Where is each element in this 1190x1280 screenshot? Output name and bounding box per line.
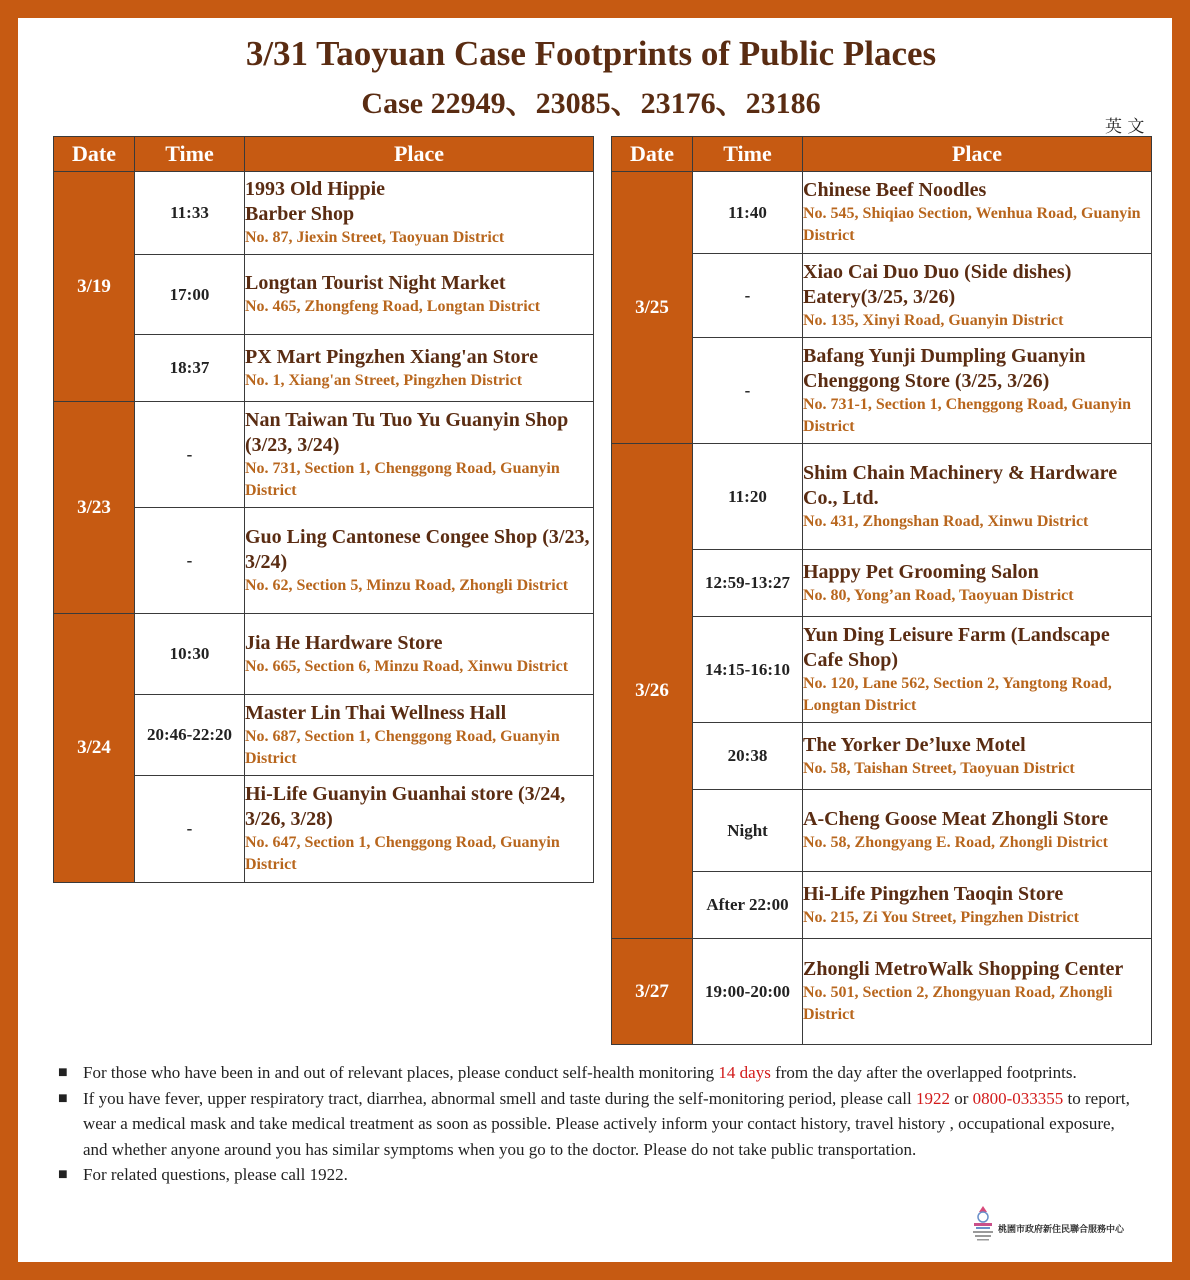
- place-address: No. 58, Zhongyang E. Road, Zhongli District: [803, 834, 1108, 851]
- date-cell: 3/26: [612, 444, 693, 939]
- place-cell: [245, 172, 594, 255]
- place-cell: [803, 550, 1152, 617]
- place-cell: [803, 254, 1152, 338]
- time-cell: -: [135, 402, 245, 508]
- place-cell: [245, 255, 594, 335]
- time-cell: 11:33: [135, 172, 245, 255]
- place-address: No. 501, Section 2, Zhongyuan Road, Zhongli District: [803, 984, 1113, 1023]
- table-row: [612, 444, 1152, 550]
- place-cell: [245, 402, 594, 508]
- place-address: No. 731-1, Section 1, Chenggong Road, Guanyin District: [803, 395, 1132, 435]
- date-cell: 3/19: [54, 172, 135, 402]
- place-cell: [245, 614, 594, 695]
- place-name: Guo Ling Cantonese Congee Shop (3/23, 3/24): [245, 525, 590, 573]
- place-address: No. 687, Section 1, Chenggong Road, Guanyin District: [245, 727, 560, 767]
- place-name: Yun Ding Leisure Farm (Landscape Cafe Shop): [803, 623, 1110, 671]
- date-cell: 3/23: [54, 402, 135, 614]
- place-cell: [803, 790, 1152, 872]
- time-cell: 12:59-13:27: [693, 550, 803, 617]
- place-cell: [245, 335, 594, 402]
- service-center-logo-icon: [968, 1204, 998, 1244]
- footprint-table-left: [53, 136, 594, 883]
- notes: [58, 1060, 1140, 1188]
- place-name: Bafang Yunji Dumpling Guanyin Chenggong Store (3/25, 3/26): [803, 344, 1086, 392]
- time-cell: 17:00: [135, 255, 245, 335]
- place-address: No. 545, Shiqiao Section, Wenhua Road, Guanyin District: [803, 205, 1141, 244]
- place-name: Happy Pet Grooming Salon: [803, 560, 1039, 583]
- bullet-icon: ■: [58, 1089, 68, 1107]
- place-address: No. 215, Zi You Street, Pingzhen District: [803, 908, 1079, 926]
- time-cell: 11:20: [693, 444, 803, 550]
- date-header: Date: [54, 137, 135, 172]
- place-header: Place: [803, 137, 1152, 172]
- place-address: No. 80, Yong’an Road, Taoyuan District: [803, 586, 1074, 604]
- time-cell: Night: [693, 790, 803, 872]
- table-row: [612, 254, 1152, 338]
- time-cell: 10:30: [135, 614, 245, 695]
- place-cell: [803, 617, 1152, 723]
- time-cell: -: [135, 508, 245, 614]
- place-name: Xiao Cai Duo Duo (Side dishes) Eatery(3/25, 3/26): [803, 260, 1072, 308]
- place-header: Place: [245, 137, 594, 172]
- place-address: No. 120, Lane 562, Section 2, Yangtong Road, Longtan District: [803, 674, 1112, 714]
- place-address: No. 731, Section 1, Chenggong Road, Guanyin District: [245, 459, 560, 499]
- page-title: 3/31 Taoyuan Case Footprints of Public Places: [245, 34, 937, 73]
- time-header: Time: [135, 137, 245, 172]
- language-label: 英 文: [1105, 117, 1145, 137]
- time-cell: -: [693, 254, 803, 338]
- place-cell: [803, 872, 1152, 939]
- table-row: [612, 550, 1152, 617]
- highlight-days: 14 days: [718, 1063, 771, 1082]
- organization-name: 桃園市政府新住民聯合服務中心: [998, 1225, 1125, 1235]
- time-cell: 19:00-20:00: [693, 939, 803, 1045]
- time-header: Time: [693, 137, 803, 172]
- table-row: [54, 776, 594, 883]
- place-name: A-Cheng Goose Meat Zhongli Store: [803, 808, 1109, 830]
- date-cell: 3/24: [54, 614, 135, 883]
- hotline-1922: 1922: [915, 1088, 950, 1108]
- note-questions: ■ For related questions, please call 1922.: [58, 1162, 1140, 1188]
- place-address: No. 135, Xinyi Road, Guanyin District: [803, 311, 1064, 329]
- place-address: No. 87, Jiexin Street, Taoyuan District: [245, 229, 505, 246]
- date-header: Date: [612, 137, 693, 172]
- table-row: [54, 614, 594, 695]
- place-name: Longtan Tourist Night Market: [245, 272, 506, 294]
- date-cell: 3/27: [612, 939, 693, 1045]
- place-cell: [803, 444, 1152, 550]
- place-cell: [245, 776, 594, 883]
- time-cell: -: [135, 776, 245, 883]
- place-name: Chinese Beef Noodles: [803, 179, 987, 201]
- time-cell: -: [693, 338, 803, 444]
- place-cell: [803, 338, 1152, 444]
- place-cell: [803, 723, 1152, 790]
- place-cell: [245, 508, 594, 614]
- table-row: [612, 617, 1152, 723]
- bullet-icon: ■: [58, 1166, 68, 1183]
- place-address: No. 431, Zhongshan Road, Xinwu District: [803, 512, 1089, 530]
- table-row: [612, 939, 1152, 1045]
- note-symptoms: ■ If you have fever, upper respiratory tract, diarrhea, abnormal smell and taste during the self-monitoring period, please call 1922 or 0800-033355 to report, wear a medical mask and take medical treatment as soon as possible. Please actively inform your contact history, travel history , occupational exposure, and whether anyone around you has similar symptoms when you go to the doctor. Please do not take public transportation.: [58, 1086, 1140, 1163]
- table-row: [612, 790, 1152, 872]
- place-name: Zhongli MetroWalk Shopping Center: [803, 958, 1124, 980]
- time-cell: 20:46-22:20: [135, 695, 245, 776]
- table-row: [54, 255, 594, 335]
- hotline-0800: 0800-033355: [972, 1088, 1064, 1108]
- time-cell: 14:15-16:10: [693, 617, 803, 723]
- place-name: The Yorker De’luxe Motel: [803, 733, 1026, 756]
- place-name: Hi-Life Pingzhen Taoqin Store: [803, 882, 1064, 905]
- place-name: Nan Taiwan Tu Tuo Yu Guanyin Shop (3/23, 3/24): [245, 408, 569, 456]
- place-address: No. 665, Section 6, Minzu Road, Xinwu District: [245, 657, 569, 675]
- place-address: No. 465, Zhongfeng Road, Longtan District: [245, 298, 541, 315]
- date-cell: 3/25: [612, 172, 693, 444]
- place-name: Master Lin Thai Wellness Hall: [245, 701, 507, 724]
- table-row: [54, 508, 594, 614]
- place-name: Shim Chain Machinery & Hardware Co., Ltd.: [803, 461, 1118, 509]
- footprint-table-right: [611, 136, 1152, 1045]
- table-row: [612, 723, 1152, 790]
- time-cell: 11:40: [693, 172, 803, 254]
- page-subtitle: Case 22949、23085、23176、23186: [361, 87, 821, 120]
- place-name: Jia He Hardware Store: [245, 631, 443, 654]
- place-address: No. 58, Taishan Street, Taoyuan District: [803, 759, 1075, 777]
- table-row: [612, 338, 1152, 444]
- bullet-icon: ■: [58, 1064, 68, 1081]
- table-row: [54, 172, 594, 255]
- time-cell: 18:37: [135, 335, 245, 402]
- place-cell: [803, 172, 1152, 254]
- table-row: [612, 172, 1152, 254]
- table-row: [54, 695, 594, 776]
- table-row: [612, 872, 1152, 939]
- place-name: 1993 Old Hippie Barber Shop: [245, 178, 386, 225]
- time-cell: 20:38: [693, 723, 803, 790]
- table-row: [54, 402, 594, 508]
- place-name: PX Mart Pingzhen Xiang'an Store: [245, 345, 538, 368]
- note-monitoring: ■ For those who have been in and out of relevant places, please conduct self-health monitoring 14 days from the day after the overlapped footprints.: [58, 1060, 1140, 1086]
- place-address: No. 1, Xiang'an Street, Pingzhen District: [245, 371, 523, 389]
- place-cell: [803, 939, 1152, 1045]
- place-address: No. 62, Section 5, Minzu Road, Zhongli District: [245, 576, 569, 594]
- place-address: No. 647, Section 1, Chenggong Road, Guanyin District: [245, 834, 560, 873]
- table-row: [54, 335, 594, 402]
- time-cell: After 22:00: [693, 872, 803, 939]
- place-cell: [245, 695, 594, 776]
- place-name: Hi-Life Guanyin Guanhai store (3/24, 3/26, 3/28): [245, 783, 566, 830]
